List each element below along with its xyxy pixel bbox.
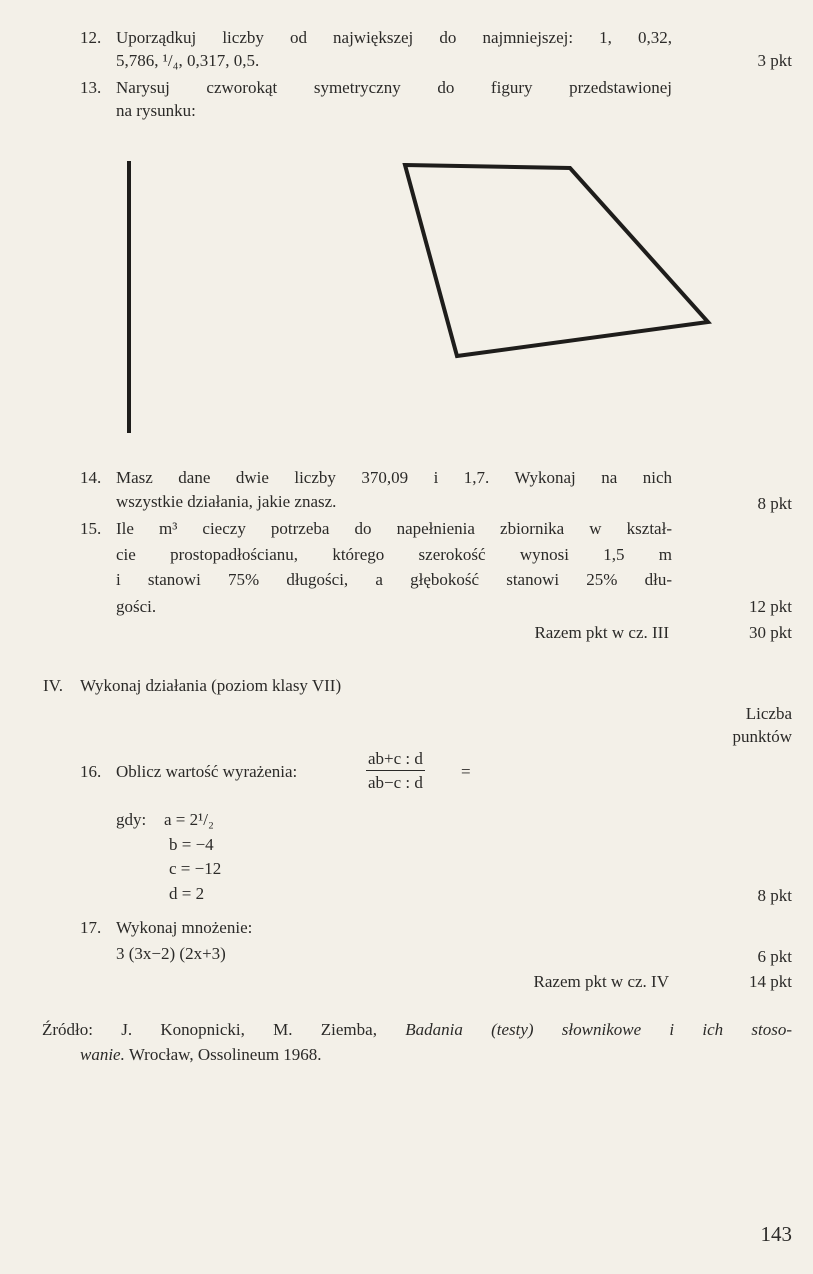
task-16-points: 8 pkt <box>757 886 792 905</box>
source-publisher: Wrocław, Ossolineum 1968. <box>128 1045 322 1064</box>
task-17-expression: 3 (3x−2) (2x+3) <box>116 944 226 963</box>
points-column-header-2: punktów <box>732 727 792 746</box>
task-16-number: 16. <box>80 762 102 781</box>
source-citation-line-2 <box>80 1045 322 1065</box>
fraction-denominator: ab−c : d <box>368 773 423 792</box>
section-4-number: IV. <box>43 676 63 695</box>
task-13-number: 13. <box>80 78 102 97</box>
page-number: 143 <box>760 1222 792 1246</box>
task-15-line-2: cie prostopadłościanu, którego szerokość wynosi 1,5 m <box>116 545 672 564</box>
task-14-line-1: Masz dane dwie liczby 370,09 i 1,7. Wykonaj na nich <box>116 468 672 487</box>
task-12-line-2: 5,786, ¹/₄, 0,317, 0,5. <box>116 51 260 70</box>
task-12-number: 12. <box>80 28 102 47</box>
fraction-numerator: ab+c : d <box>366 749 425 771</box>
task-17-points: 6 pkt <box>757 947 792 966</box>
task-16-value-a: a = 2¹/₂ <box>164 810 214 829</box>
symmetry-figure <box>0 0 813 460</box>
task-16-value-c: c = −12 <box>169 859 222 878</box>
summary-part-3-label: Razem pkt w cz. III <box>534 623 669 642</box>
task-16-equals: = <box>461 762 471 781</box>
task-12-line-1: Uporządkuj liczby od największej do najmniejszej: 1, 0,32, <box>116 28 672 47</box>
source-citation-line-1 <box>42 1020 792 1040</box>
summary-part-4-label: Razem pkt w cz. IV <box>533 972 669 991</box>
task-16-fraction <box>366 749 425 793</box>
task-16-gdy: gdy: <box>116 810 147 829</box>
source-title-part-2: wanie. <box>80 1045 125 1064</box>
points-column-header-1: Liczba <box>745 704 792 723</box>
summary-part-3-points: 30 pkt <box>749 623 792 642</box>
source-title-part-1: Badania (testy) słownikowe i ich stoso- <box>405 1020 793 1039</box>
task-16-value-b: b = −4 <box>169 835 214 854</box>
task-15-line-3: i stanowi 75% długości, a głębokość stanowi 25% dłu- <box>116 570 672 589</box>
task-14-line-2: wszystkie działania, jakie znasz. <box>116 492 337 511</box>
task-12-points: 3 pkt <box>757 51 792 70</box>
task-15-points: 12 pkt <box>749 597 792 616</box>
task-15-number: 15. <box>80 519 102 538</box>
task-14-points: 8 pkt <box>757 494 792 513</box>
source-authors: J. Konopnicki, M. Ziemba, <box>121 1020 377 1039</box>
task-16-value-d: d = 2 <box>169 884 205 903</box>
task-13-line-1: Narysuj czworokąt symetryczny do figury przedstawionej <box>116 78 672 97</box>
source-label: Źródło: <box>42 1020 93 1039</box>
task-16-text: Oblicz wartość wyrażenia: <box>116 762 298 781</box>
task-14-number: 14. <box>80 468 102 487</box>
task-15-line-1: Ile m³ cieczy potrzeba do napełnienia zbiornika w kształ- <box>116 519 672 538</box>
summary-part-4-points: 14 pkt <box>749 972 792 991</box>
quadrilateral-shape <box>405 165 708 356</box>
task-17-number: 17. <box>80 918 102 937</box>
task-13-line-2: na rysunku: <box>116 101 196 120</box>
section-4-title: Wykonaj działania (poziom klasy VII) <box>80 676 342 695</box>
task-17-text: Wykonaj mnożenie: <box>116 918 253 937</box>
task-15-line-4: gości. <box>116 597 157 616</box>
